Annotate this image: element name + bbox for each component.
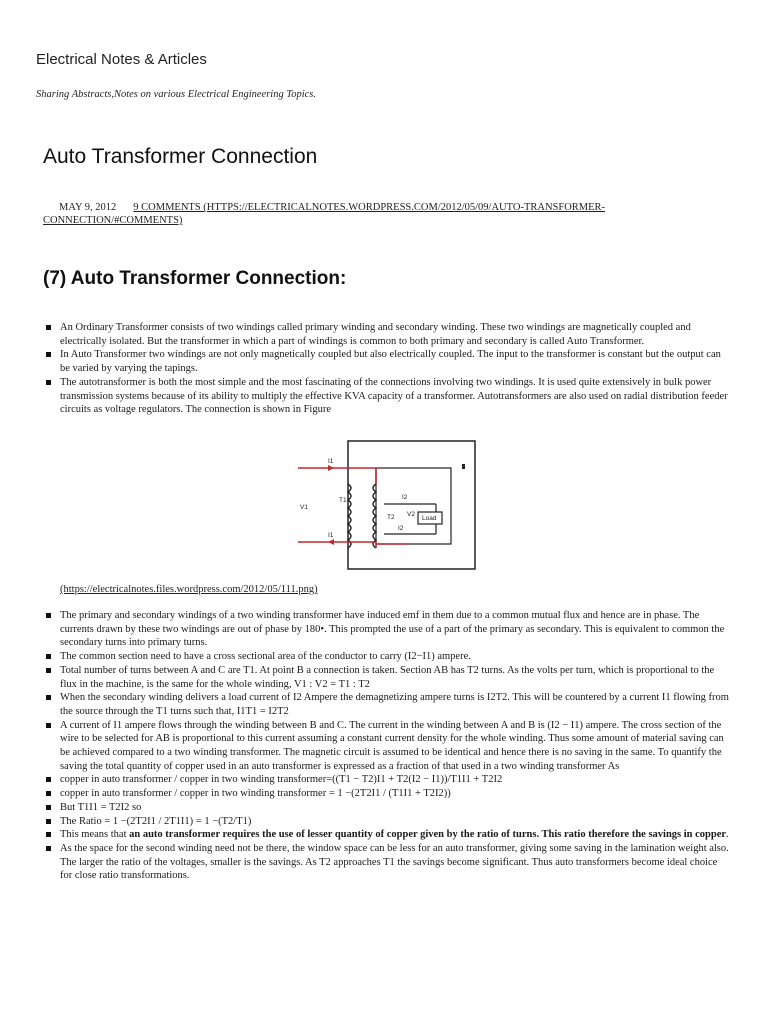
list-item: In Auto Transformer two windings are not only magnetically coupled but also electrically coupled. The input to the transformer is constant but the output can be varied by varying the tapings.	[46, 348, 730, 375]
core-window	[376, 468, 451, 544]
bullet-icon	[46, 380, 51, 385]
post-title: Auto Transformer Connection	[43, 145, 318, 168]
list-item: The primary and secondary windings of a two winding transformer have induced emf in them due to a common mutual flux and hence are in phase. The currents drawn by these two windings are out of phase by 180•. This prompted the use of a part of the primary as secondary. This is equivalent to common the secondary turns into primary turns.	[46, 609, 730, 650]
bullet-icon	[46, 777, 51, 782]
list-item: The autotransformer is both the most simple and the most fascinating of the connections involving two windings. It is used quite extensively in bulk power transmission systems because of its ability to multiply the effective KVA capacity of a transformer. Autotransformers are also used on radial distribution feeder circuits as voltage regulators. The connection is shown in Figure	[46, 376, 730, 417]
bullet-icon	[46, 832, 51, 837]
core-outer	[348, 441, 475, 569]
winding-coil	[348, 484, 376, 548]
label-t1: T1	[339, 497, 347, 504]
bullet-icon	[46, 723, 51, 728]
bullet-icon	[46, 819, 51, 824]
site-description: Sharing Abstracts,Notes on various Electrical Engineering Topics.	[36, 89, 316, 100]
bullet-icon	[46, 668, 51, 673]
bullet-icon	[46, 846, 51, 851]
list-item: An Ordinary Transformer consists of two windings called primary winding and secondary winding. These two windings are magnetically coupled and electrically isolated. But the transformer in which a part of windings is common to both primary and secondary is called Auto Transformer.	[46, 321, 730, 348]
label-v1: V1	[300, 504, 308, 511]
label-i2-low: I2	[398, 525, 404, 532]
arrow-icon	[328, 539, 334, 545]
bullet-icon	[46, 695, 51, 700]
bullet-icon	[46, 613, 51, 618]
bullet-icon	[46, 352, 51, 357]
label-load: Load	[422, 515, 437, 522]
bullet-icon	[46, 805, 51, 810]
list-item: copper in auto transformer / copper in two winding transformer = 1 −(2T2I1 / (T1I1 + T2I2))	[46, 787, 730, 801]
bullet-icon	[46, 791, 51, 796]
list-item: The common section need to have a cross sectional area of the conductor to carry (I2−I1) ampere.	[46, 650, 730, 664]
label-i2: I2	[402, 494, 408, 501]
label-i1-bottom: I1	[328, 532, 334, 539]
list-item: The Ratio = 1 −(2T2I1 / 2T1I1) = 1 −(T2/T1)	[46, 815, 730, 829]
post-meta	[43, 201, 703, 227]
list-item: Total number of turns between A and C are T1. At point B a connection is taken. Section AB has T2 turns. As the volts per turn, which is proportional to the flux in the machine, is the same for the whole winding, V1 : V2 = T1 : T2	[46, 664, 730, 691]
bullet-list-details	[46, 609, 730, 883]
label-i1-top: I1	[328, 458, 334, 465]
list-item: As the space for the second winding need not be there, the window space can be less for an auto transformer, giving some saving in the lamination weight also. The larger the ratio of the voltages, smaller is the savings. As T2 approaches T1 the savings become significant. Thus auto transformers become ideal choice for close ratio transformations.	[46, 842, 730, 883]
image-source-link[interactable]: (https://electricalnotes.files.wordpress.com/2012/05/111.png)	[60, 584, 318, 595]
core-mark	[462, 464, 465, 469]
site-title[interactable]: Electrical Notes & Articles	[36, 51, 207, 68]
label-t2: T2	[387, 514, 395, 521]
list-item: But T1I1 = T2I2 so	[46, 801, 730, 815]
bullet-icon	[46, 654, 51, 659]
list-item: copper in auto transformer / copper in two winding transformer=((T1 − T2)I1 + T2(I2 − I1))/T1I1 + T2I2	[46, 773, 730, 787]
primary-leads	[298, 468, 408, 548]
bullet-icon	[46, 325, 51, 330]
section-heading: (7) Auto Transformer Connection:	[43, 268, 347, 289]
bullet-list-intro	[46, 321, 730, 417]
list-item: A current of I1 ampere flows through the winding between B and C. The current in the winding between A and B is (I2 − I1) ampere. The cross section of the wire to be selected for AB is proportional to this current assuming a constant current density for the whole winding. Thus some amount of material saving can be achieved compared to a two winding transformer. The magnetic circuit is assumed to be identical and hence there is no saving in the same. To quantify the saving the total quantity of copper used in an auto transformer is expressed as a fraction of that used in a two winding transformer As	[46, 719, 730, 774]
auto-transformer-diagram[interactable]	[298, 438, 478, 572]
arrow-icon	[328, 465, 334, 471]
label-v2: V2	[407, 511, 415, 518]
list-item: This means that an auto transformer requires the use of lesser quantity of copper given by the ratio of turns. This ratio therefore the savings in copper.	[46, 828, 730, 842]
list-item: When the secondary winding delivers a load current of I2 Ampere the demagnetizing ampere turns is I2T2. This will be countered by a current I1 flowing from the source through the T1 turns such that, I1T1 = I2T2	[46, 691, 730, 718]
post-date: MAY 9, 2012	[59, 202, 117, 213]
comments-link[interactable]: 9 COMMENTS (HTTPS://ELECTRICALNOTES.WORDPRESS.COM/2012/05/09/AUTO-TRANSFORMER-CONNECTION/#COMMENTS)	[43, 202, 606, 226]
